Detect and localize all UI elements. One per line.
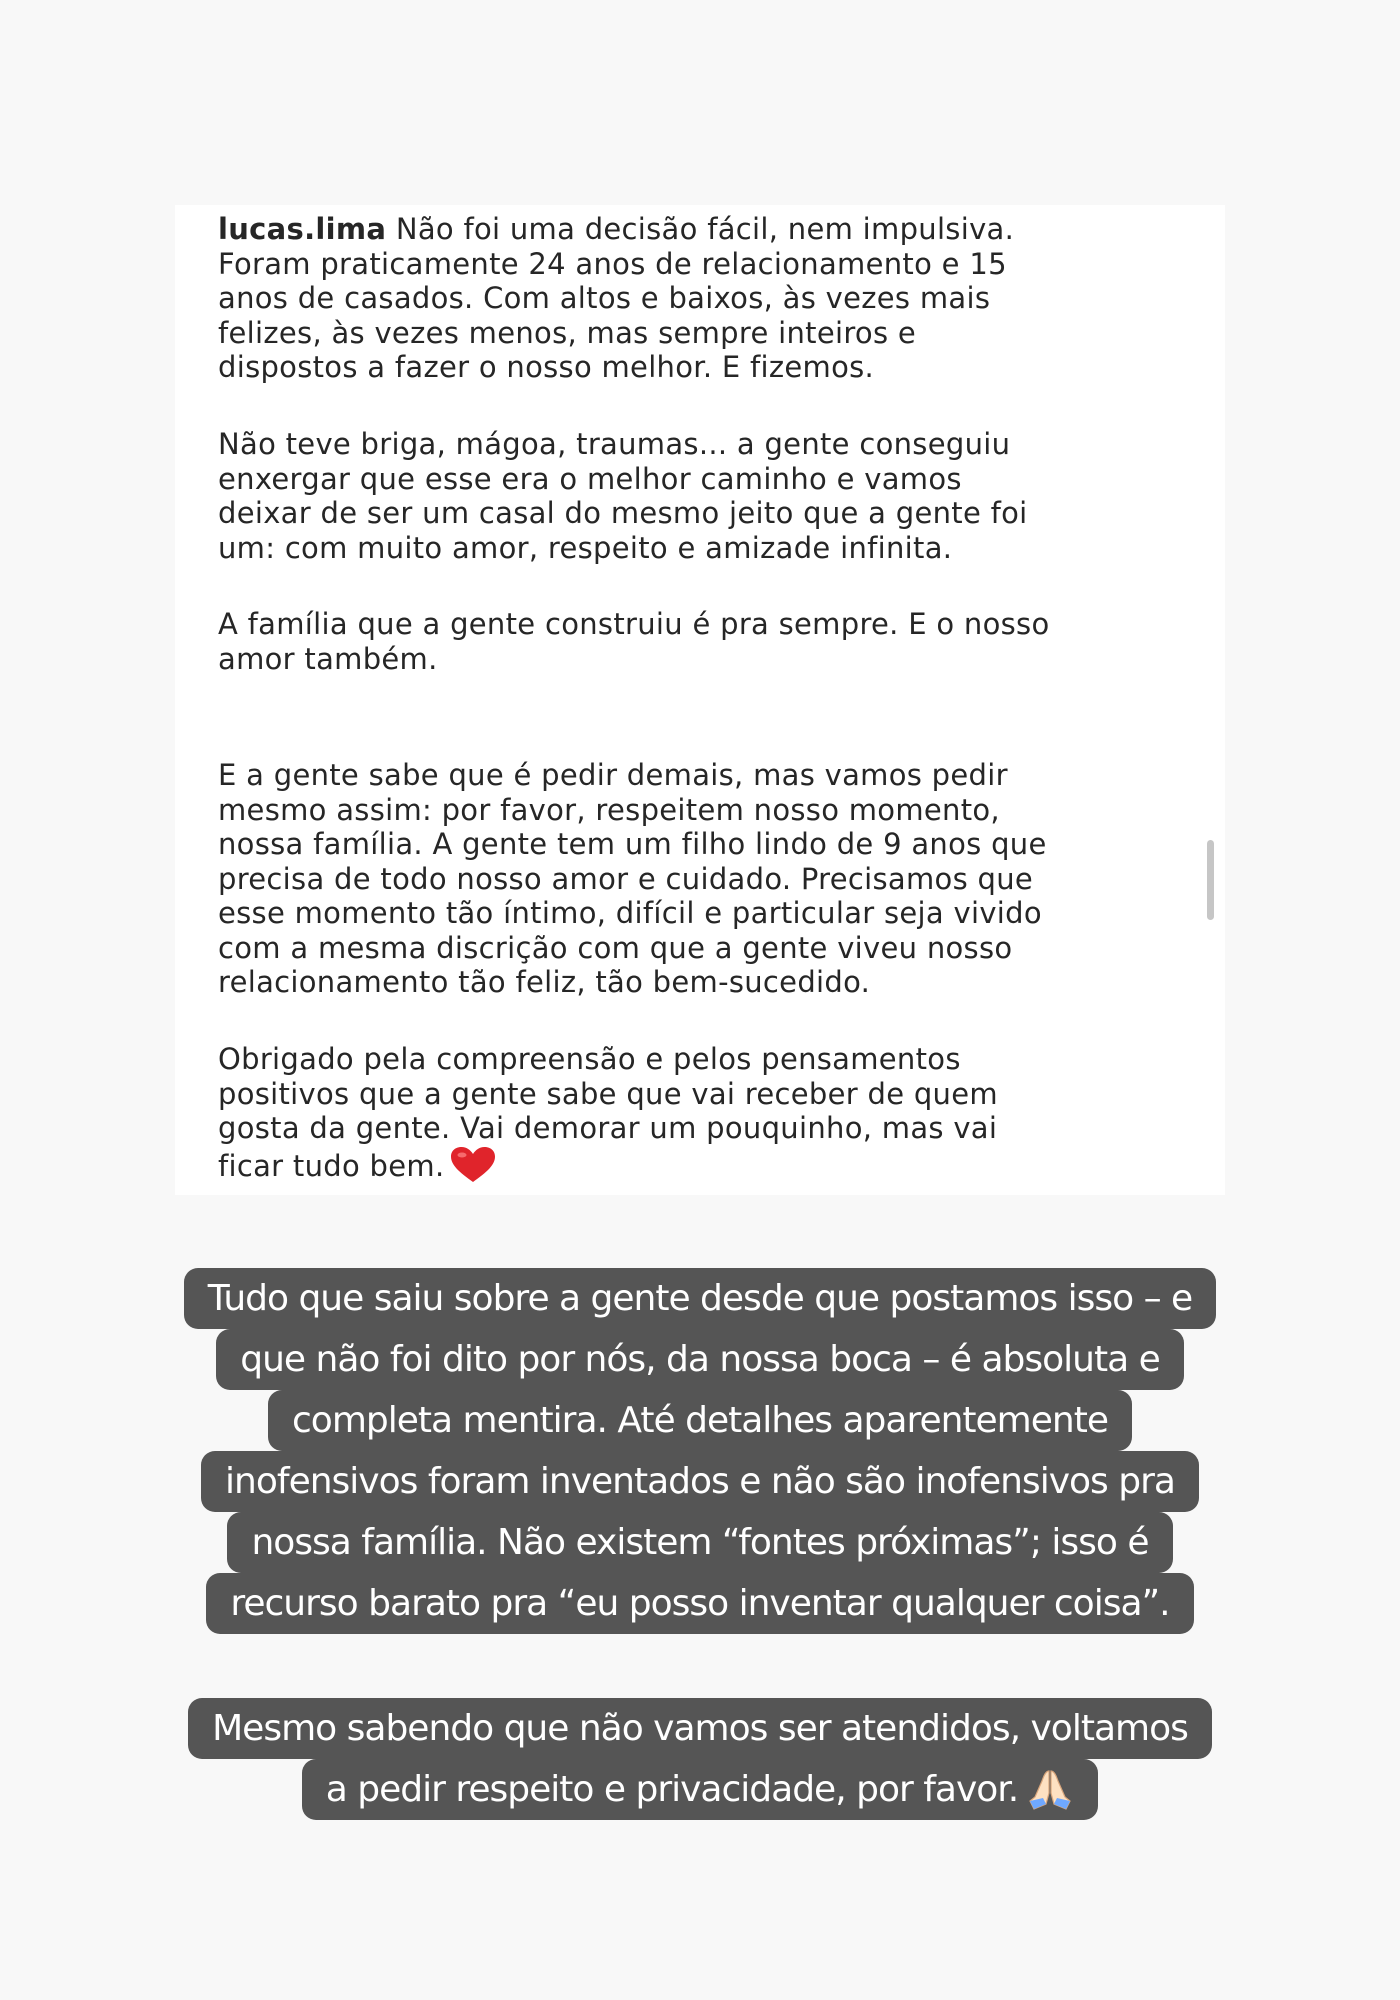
caption-paragraph-2: Não teve briga, mágoa, traumas... a gente conseguiu enxergar que esse era o melhor caminho e vamos deixar de ser um casal do mesmo jeito que a gente foi um: com muito amor, respeito e amizade infinita. — [218, 427, 1028, 565]
heart-icon — [450, 1146, 496, 1192]
overlay-line-text: recurso barato pra “eu posso inventar qualquer coisa”. — [206, 1573, 1193, 1634]
overlay-line-text: inofensivos foram inventados e não são inofensivos pra — [201, 1451, 1199, 1512]
overlay-line-text: a pedir respeito e privacidade, por favor. — [325, 1769, 1019, 1810]
overlay-line-with-icon — [302, 1759, 1098, 1820]
overlay-line — [0, 1329, 1400, 1390]
scrollbar[interactable] — [1207, 840, 1214, 920]
overlay-line-text: Mesmo sabendo que não vamos ser atendidos, voltamos — [188, 1698, 1212, 1759]
story-text-overlay-1 — [0, 1268, 1400, 1634]
caption-paragraph-5 — [218, 1042, 1198, 1191]
caption-text-5: Obrigado pela compreensão e pelos pensamentos positivos que a gente sabe que vai receber de quem gosta da gente. Vai demorar um pouquinho, mas vai ficar tudo bem. — [218, 1042, 998, 1183]
story-text-overlay-2 — [0, 1698, 1400, 1820]
caption-paragraph-1 — [218, 212, 1198, 385]
username[interactable]: lucas.lima — [218, 212, 387, 246]
caption-text-1: Não foi uma decisão fácil, nem impulsiva. Foram praticamente 24 anos de relacionamento e 15 anos de casados. Com altos e baixos, às vezes mais felizes, às vezes menos, mas sempre inteiros e dispostos a fazer o nosso melhor. E fizemos. — [218, 212, 1015, 384]
caption-paragraph-3: A família que a gente construiu é pra sempre. E o nosso amor também. — [218, 607, 1050, 676]
overlay-line-text: Tudo que saiu sobre a gente desde que postamos isso – e — [184, 1268, 1216, 1329]
overlay-line — [0, 1451, 1400, 1512]
overlay-line-text: nossa família. Não existem “fontes próximas”; isso é — [227, 1512, 1172, 1573]
overlay-line — [0, 1759, 1400, 1820]
overlay-line — [0, 1573, 1400, 1634]
overlay-line — [0, 1268, 1400, 1329]
overlay-line-text: que não foi dito por nós, da nossa boca – é absoluta e — [216, 1329, 1184, 1390]
overlay-line-text: completa mentira. Até detalhes aparentemente — [268, 1390, 1132, 1451]
caption-paragraph-4: E a gente sabe que é pedir demais, mas vamos pedir mesmo assim: por favor, respeitem nosso momento, nossa família. A gente tem um filho lindo de 9 anos que precisa de todo nosso amor e cuidado. Precisamos que esse momento tão íntimo, difícil e particular seja vivido com a mesma discrição com que a gente viveu nosso relacionamento tão feliz, tão bem-sucedido. — [218, 758, 1047, 999]
folded-hands-icon — [1026, 1767, 1074, 1830]
overlay-line — [0, 1512, 1400, 1573]
overlay-line — [0, 1698, 1400, 1759]
overlay-line — [0, 1390, 1400, 1451]
